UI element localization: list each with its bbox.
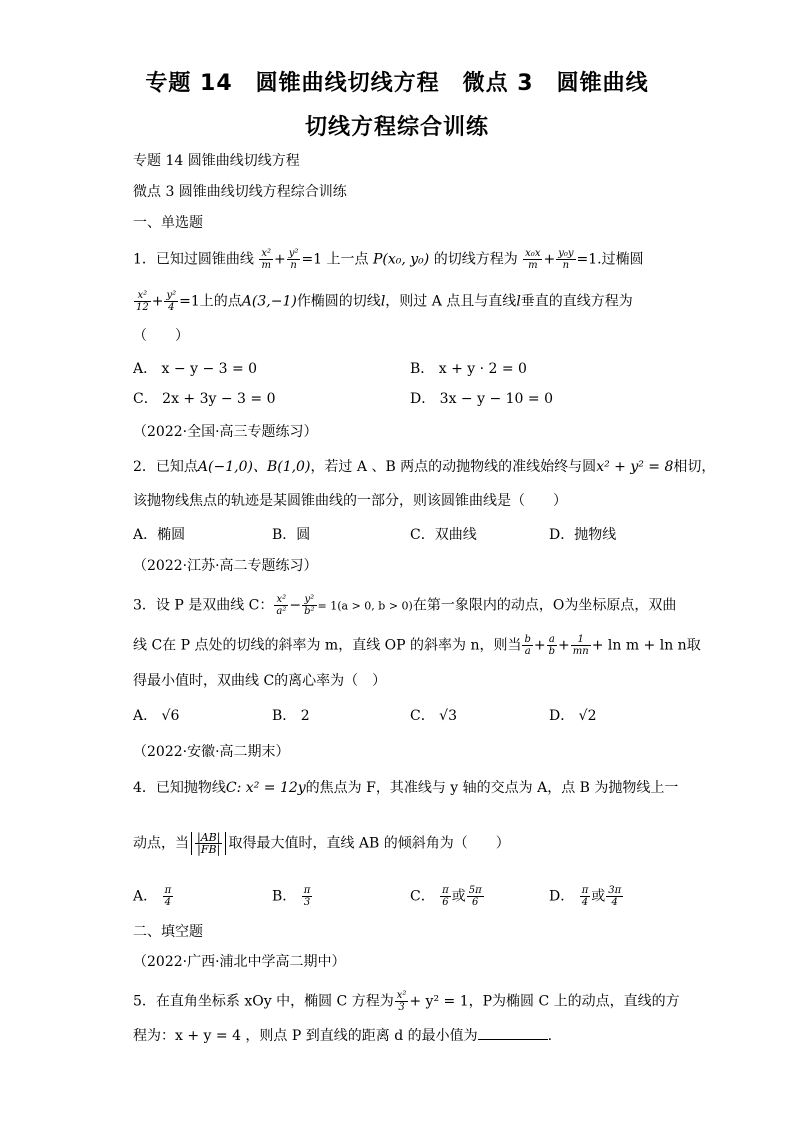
q2-line1: 2．已知点A(−1,0)、B(1,0)，若过 A 、B 两点的动抛物线的准线始终与圆x² + y² = 8相切，	[133, 459, 716, 475]
doc-title-line1: 专题 14 圆锥曲线切线方程 微点 3 圆锥曲线	[145, 71, 649, 96]
q2-source: （2022·全国·高三专题练习）	[133, 424, 318, 440]
doc-title-line2: 切线方程综合训练	[304, 115, 489, 140]
q5-source: （2022·广西·浦北中学高二期中）	[133, 954, 346, 970]
q4-option-b: B． $\frac{\pi}{3}$	[272, 885, 311, 908]
q1-frac-y2-4: $\frac{\text{y²}}{4}$	[166, 290, 177, 313]
q3-line1: 3．设 P 是双曲线 C： $\frac{\text{x²}}{\text{a²}}$ − $\frac{\text{y²}}{\text{b²}}$ = 1(a > 0, b > 0)在第一象限内的动点，O为坐标原点，双曲	[133, 594, 677, 617]
q3-source: （2022·江苏·高二专题练习）	[133, 558, 318, 574]
q3-line3: 得最小值时，双曲线 C的离心率为（ ）	[133, 673, 387, 689]
q4-option-c: C． $\frac{\pi}{6}$ 或 $\frac{5\pi}{6}$	[410, 885, 482, 908]
q1-line2: $\frac{\text{x²}}{12}$ + $\frac{\text{y²}}{4}$ =1上的点A(3,−1)作椭圆的切线l，则过 A 点且与直线l垂直的直线方程为	[136, 290, 633, 313]
q1-frac-x2m: $\frac{\text{x²}}{m}$	[261, 248, 272, 271]
q1-option-b: B． x + y · 2 = 0	[410, 361, 527, 377]
q2-option-c: C．双曲线	[410, 527, 477, 543]
q3-option-a: A． √6	[133, 708, 180, 724]
q4-option-a: A． $\frac{\pi}{4}$	[133, 885, 172, 908]
q1-frac-x0x: $\frac{\text{x₀x}}{m}$	[525, 248, 541, 271]
q3-line2: 线 C在 P 点处的切线的斜率为 m，直线 OP 的斜率为 n，则当 $\frac{b}{a}$ + $\frac{a}{b}$ + $\frac{1}{mn}$ + ln m + ln n取	[133, 634, 701, 657]
q1-line1: 1．已知过圆锥曲线 $\frac{\text{x²}}{m}$ + $\frac{\text{y²}}{n}$ =1 上一点 P(x₀, y₀) 的切线方程为 $\frac{\text{x₀x}}{m}$ + $\frac{\text{y₀y}}{n}$ =1.过椭圆	[133, 248, 644, 271]
q1-option-d: D． 3x − y − 10 = 0	[410, 391, 554, 407]
q4-option-d: D． $\frac{\pi}{4}$ 或 $\frac{3\pi}{4}$	[549, 885, 622, 908]
section-fill-blank: 二、填空题	[133, 924, 203, 940]
q3-option-d: D． √2	[549, 708, 597, 724]
q1-option-c: C． 2x + 3y − 3 = 0	[133, 391, 276, 407]
q4-source: （2022·安徽·高二期末）	[133, 744, 290, 760]
q1-option-a: A． x − y − 3 = 0	[133, 361, 258, 377]
q1-frac-x2-12: $\frac{\text{x²}}{12}$	[136, 290, 149, 313]
q2-option-b: B．圆	[272, 527, 311, 543]
point-label: 微点 3 圆锥曲线切线方程综合训练	[133, 184, 347, 200]
q2-option-a: A．椭圆	[133, 527, 186, 543]
q5-line1: 5．在直角坐标系 xOy 中，椭圆 C 方程为 $\frac{\text{x²}}{3}$ + y² = 1，P为椭圆 C 上的动点，直线的方	[133, 990, 680, 1013]
section-single-choice: 一、单选题	[133, 215, 203, 231]
topic-label: 专题 14 圆锥曲线切线方程	[133, 153, 300, 169]
answer-blank[interactable]	[478, 1027, 548, 1040]
q2-line2: 该抛物线焦点的轨迹是某圆锥曲线的一部分，则该圆锥曲线是（ ）	[133, 493, 567, 509]
q4-line2: 动点，当 $\frac{|AB|}{|FB|}$ 取得最大值时，直线 AB 的倾斜角为（ ）	[133, 831, 510, 856]
q3-option-b: B． 2	[272, 708, 310, 724]
q2-option-d: D．抛物线	[549, 527, 617, 543]
q1-frac-y0y: $\frac{\text{y₀y}}{n}$	[558, 248, 574, 271]
q1-frac-y2n: $\frac{\text{y²}}{n}$	[288, 248, 299, 271]
q1-paren: （ ）	[133, 328, 189, 344]
q3-option-c: C． √3	[410, 708, 457, 724]
q5-line2: 程为：x + y = 4 ，则点 P 到直线的距离 d 的最小值为 .	[133, 1028, 553, 1044]
q4-line1: 4．已知抛物线C: x² = 12y的焦点为 F，其准线与 y 轴的交点为 A，点 B 为抛物线上一	[133, 780, 679, 796]
